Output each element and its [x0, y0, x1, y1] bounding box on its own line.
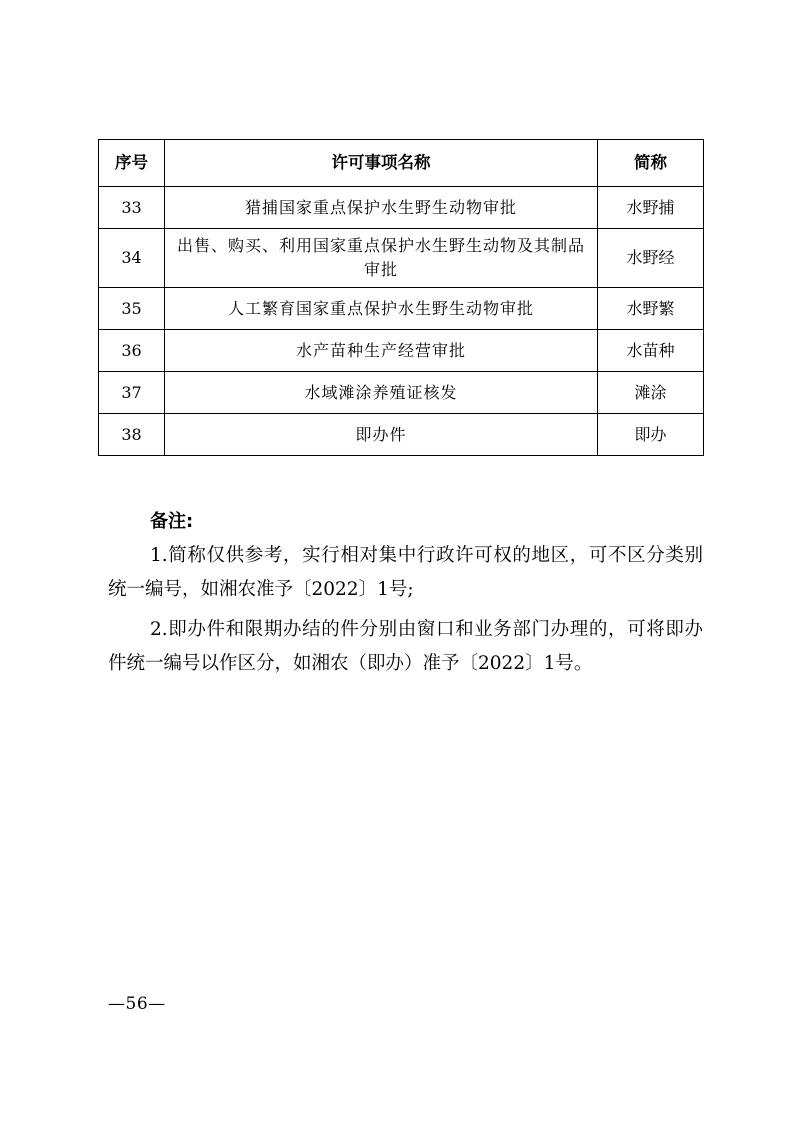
- remark-item-1: 1.简称仅供参考，实行相对集中行政许可权的地区，可不区分类别统一编号，如湘农准予〔2022〕1号;: [108, 545, 703, 600]
- row-permit-name: 人工繁育国家重点保护水生野生动物审批: [165, 288, 598, 330]
- header-permit-name: 许可事项名称: [165, 140, 598, 187]
- permit-abbreviation-table: [98, 139, 704, 456]
- row-abbreviation: 滩涂: [598, 372, 704, 414]
- table-header-row: [99, 140, 704, 187]
- row-abbreviation: 水野经: [598, 229, 704, 288]
- header-abbreviation: 简称: [598, 140, 704, 187]
- row-serial-number: 37: [99, 372, 165, 414]
- table-row: [99, 414, 704, 456]
- row-permit-name: 猎捕国家重点保护水生野生动物审批: [165, 187, 598, 229]
- row-permit-name: 即办件: [165, 414, 598, 456]
- row-serial-number: 38: [99, 414, 165, 456]
- table-row: [99, 229, 704, 288]
- row-permit-name: 水产苗种生产经营审批: [165, 330, 598, 372]
- row-abbreviation: 即办: [598, 414, 704, 456]
- row-serial-number: 36: [99, 330, 165, 372]
- row-permit-name: 水域滩涂养殖证核发: [165, 372, 598, 414]
- page-number: —56—: [108, 994, 166, 1014]
- row-serial-number: 33: [99, 187, 165, 229]
- table-row: [99, 187, 704, 229]
- remarks-section: [108, 505, 703, 681]
- row-abbreviation: 水野捕: [598, 187, 704, 229]
- remarks-title: 备注:: [150, 511, 194, 532]
- row-serial-number: 35: [99, 288, 165, 330]
- row-abbreviation: 水野繁: [598, 288, 704, 330]
- table-row: [99, 330, 704, 372]
- remark-item-2: 2.即办件和限期办结的件分别由窗口和业务部门办理的，可将即办件统一编号以作区分，如湘农（即办）准予〔2022〕1号。: [108, 619, 703, 674]
- row-serial-number: 34: [99, 229, 165, 288]
- row-abbreviation: 水苗种: [598, 330, 704, 372]
- table-row: [99, 288, 704, 330]
- row-permit-name: 出售、购买、利用国家重点保护水生野生动物及其制品审批: [165, 229, 598, 288]
- header-serial-number: 序号: [99, 140, 165, 187]
- table-row: [99, 372, 704, 414]
